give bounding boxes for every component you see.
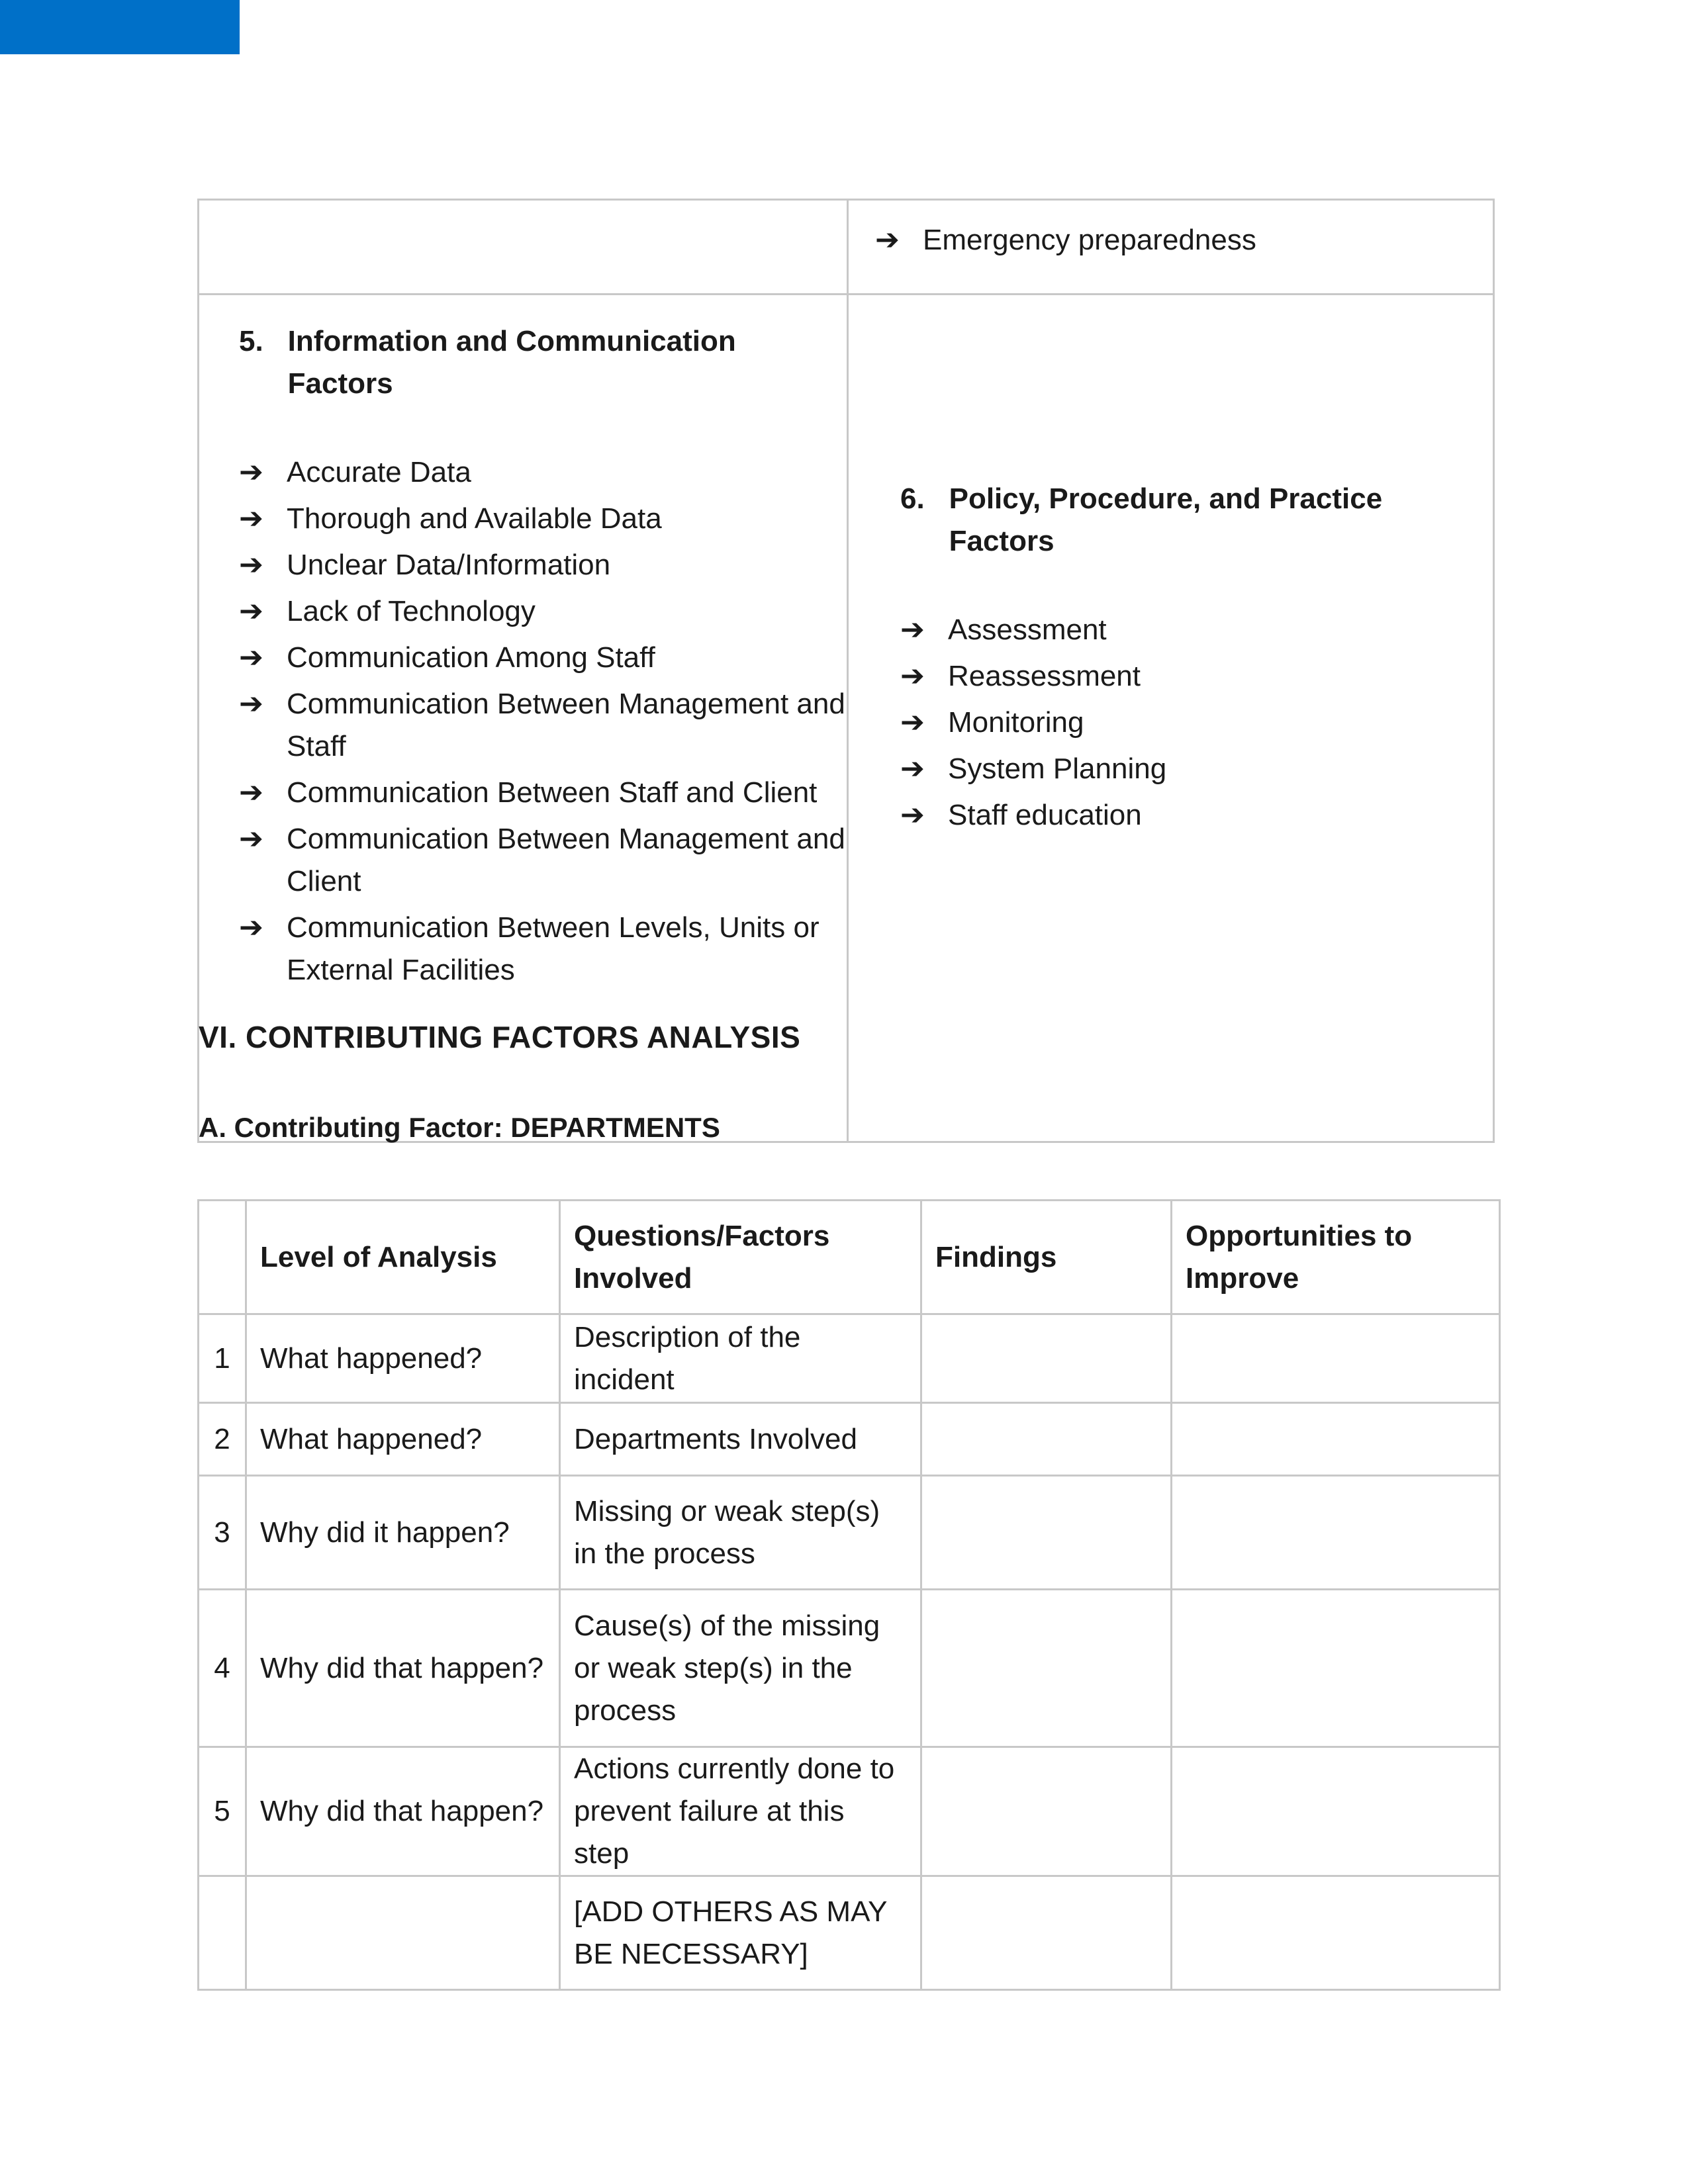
info-communication-cell <box>199 295 848 1142</box>
question-cell: Description of the incident <box>560 1314 921 1403</box>
question-cell: Cause(s) of the missing or weak step(s) in the process <box>560 1590 921 1747</box>
table-row <box>199 1876 1500 1990</box>
row-number: 2 <box>199 1403 246 1476</box>
question-cell: Actions currently done to prevent failure at this step <box>560 1747 921 1876</box>
arrow-right-icon: ➔ <box>239 823 263 855</box>
header-level: Level of Analysis <box>246 1201 560 1314</box>
list-item: ➔ Lack of Technology <box>239 590 847 633</box>
list-item: ➔ Communication Between Levels, Units or External Facilities <box>239 907 847 991</box>
table-row <box>199 1590 1500 1747</box>
policy-heading: 6. Policy, Procedure, and Practice Factors <box>900 482 1383 557</box>
section-title: VI. CONTRIBUTING FACTORS ANALYSIS <box>199 1020 801 1054</box>
arrow-right-icon: ➔ <box>900 660 925 692</box>
list-item: ➔ Accurate Data <box>239 451 847 494</box>
level-cell: Why did it happen? <box>246 1476 560 1590</box>
findings-cell <box>921 1314 1172 1403</box>
findings-cell <box>921 1590 1172 1747</box>
arrow-right-icon: ➔ <box>875 224 900 256</box>
row-number: 3 <box>199 1476 246 1590</box>
table-row <box>199 1747 1500 1876</box>
arrow-right-icon: ➔ <box>900 706 925 739</box>
empty-cell <box>199 200 848 295</box>
list-item: ➔ Staff education <box>900 794 1493 837</box>
list-item: ➔ Monitoring <box>900 702 1493 744</box>
level-cell <box>246 1876 560 1990</box>
findings-cell <box>921 1747 1172 1876</box>
arrow-right-icon: ➔ <box>239 456 263 488</box>
policy-list <box>900 609 1493 837</box>
header-findings: Findings <box>921 1201 1172 1314</box>
list-item: ➔ Communication Among Staff <box>239 637 847 679</box>
table-row <box>199 1314 1500 1403</box>
list-item: ➔ Assessment <box>900 609 1493 651</box>
row-number: 5 <box>199 1747 246 1876</box>
question-cell: Missing or weak step(s) in the process <box>560 1476 921 1590</box>
row-number: 1 <box>199 1314 246 1403</box>
level-cell: Why did that happen? <box>246 1590 560 1747</box>
opportunities-cell <box>1172 1747 1500 1876</box>
list-item: ➔ Communication Between Management and Client <box>239 818 847 903</box>
table-row <box>199 1476 1500 1590</box>
findings-cell <box>921 1876 1172 1990</box>
opportunities-cell <box>1172 1876 1500 1990</box>
findings-cell <box>921 1476 1172 1590</box>
list-item: ➔ System Planning <box>900 748 1493 790</box>
opportunities-cell <box>1172 1590 1500 1747</box>
policy-procedure-cell <box>848 295 1494 1142</box>
arrow-right-icon: ➔ <box>239 688 263 720</box>
arrow-right-icon: ➔ <box>900 614 925 646</box>
question-cell: Departments Involved <box>560 1403 921 1476</box>
header-questions: Questions/Factors Involved <box>560 1201 921 1314</box>
row-number: 4 <box>199 1590 246 1747</box>
opportunities-cell <box>1172 1476 1500 1590</box>
subsection-title: A. Contributing Factor: DEPARTMENTS <box>199 1112 720 1143</box>
arrow-right-icon: ➔ <box>239 595 263 627</box>
level-cell: Why did that happen? <box>246 1747 560 1876</box>
info-list <box>239 451 847 991</box>
table-header-row <box>199 1201 1500 1314</box>
list-item: ➔ Communication Between Management and Staff <box>239 683 847 768</box>
arrow-right-icon: ➔ <box>239 502 263 535</box>
list-item: ➔ Thorough and Available Data <box>239 498 847 540</box>
analysis-table <box>197 1199 1501 1991</box>
level-cell: What happened? <box>246 1403 560 1476</box>
level-cell: What happened? <box>246 1314 560 1403</box>
list-item: ➔ Reassessment <box>900 655 1493 698</box>
list-item: ➔ Unclear Data/Information <box>239 544 847 586</box>
arrow-right-icon: ➔ <box>239 911 263 944</box>
header-number <box>199 1201 246 1314</box>
factors-table <box>197 199 1495 1143</box>
list-item: ➔ Communication Between Staff and Client <box>239 772 847 814</box>
arrow-right-icon: ➔ <box>900 799 925 831</box>
question-cell: [ADD OTHERS AS MAY BE NECESSARY] <box>560 1876 921 1990</box>
arrow-right-icon: ➔ <box>239 549 263 581</box>
header-accent-bar <box>0 0 240 54</box>
list-item: ➔ Emergency preparedness <box>849 219 1493 261</box>
opportunities-cell <box>1172 1314 1500 1403</box>
header-opportunities: Opportunities to Improve <box>1172 1201 1500 1314</box>
arrow-right-icon: ➔ <box>900 752 925 785</box>
row-number <box>199 1876 246 1990</box>
arrow-right-icon: ➔ <box>239 641 263 674</box>
opportunities-cell <box>1172 1403 1500 1476</box>
findings-cell <box>921 1403 1172 1476</box>
arrow-right-icon: ➔ <box>239 776 263 809</box>
info-heading: 5. Information and Communication Factors <box>239 325 736 400</box>
table-row <box>199 1403 1500 1476</box>
emergency-cell <box>848 200 1494 295</box>
